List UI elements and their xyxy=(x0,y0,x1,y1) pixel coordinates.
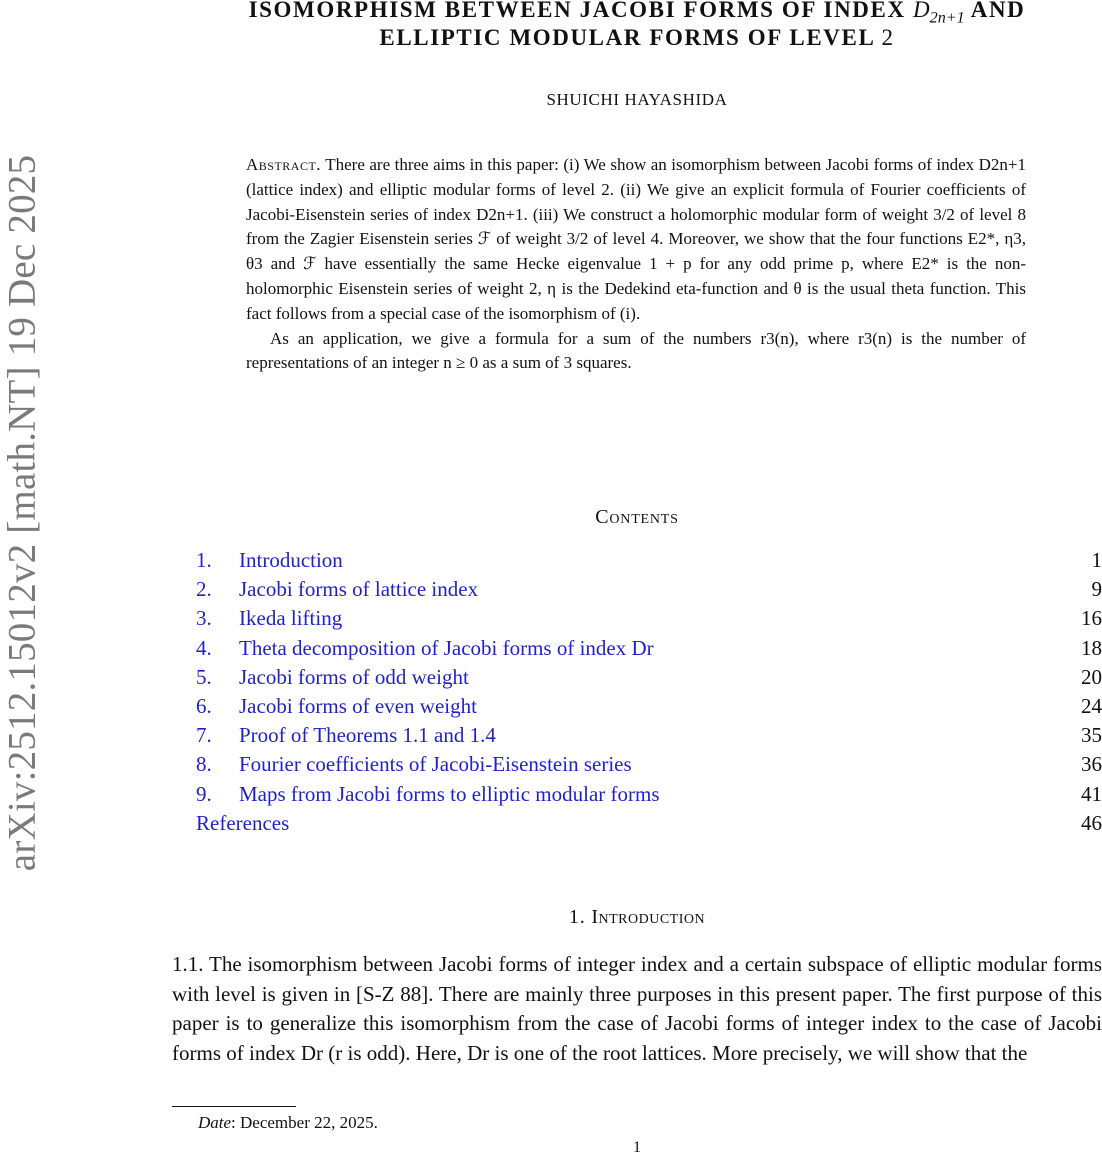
abstract-text-1: There are three aims in this paper: (i) We show an isomorphism between Jacobi forms of index D2n+1 (lattice index) and elliptic modular forms of level 2. (ii) We give an explicit formula of Fourier coefficients of Jacobi-Eisenstein series of index D2n+1. (iii) We construct a holomorphic modular form of weight 3/2 of level 8 from the Zagier Eisenstein series ℱ of weight 3/2 of level 4. Moreover, we show that the four functions E2*, η3, θ3 and ℱ have essentially the same Hecke eigenvalue 1 + p for any odd prime p, where E2* is the non-holomorphic Eisenstein series of weight 2, η is the Dedekind eta-function and θ is the usual theta function. This fact follows from a special case of the isomorphism of (i). xyxy=(246,155,1026,323)
title-line-1: ISOMORPHISM BETWEEN JACOBI FORMS OF INDEX $D_{2n+1}$ AND xyxy=(248,0,1026,27)
section-heading-introduction: 1. Introduction xyxy=(568,906,706,928)
arxiv-stamp-text: arXiv:2512.15012v2 [math.NT] 19 Dec 2025 xyxy=(0,154,44,872)
date-footnote: Date: December 22, 2025. xyxy=(198,1113,378,1132)
toc-link[interactable]: Maps from Jacobi forms to elliptic modular forms xyxy=(239,781,660,806)
toc-item-maps[interactable]: 9. Maps from Jacobi forms to elliptic modular forms 41 xyxy=(196,781,1102,806)
table-of-contents xyxy=(196,548,1102,840)
abstract xyxy=(246,153,1026,376)
toc-item-even-weight[interactable]: 6. Jacobi forms of even weight 24 xyxy=(196,693,1102,718)
abstract-paragraph-1 xyxy=(246,153,1026,327)
toc-item-theta-decomposition[interactable]: 4. Theta decomposition of Jacobi forms of index Dr 18 xyxy=(196,635,1102,660)
author-name: SHUICHI HAYASHIDA xyxy=(546,90,728,109)
abstract-label: Abstract. xyxy=(246,155,322,174)
abstract-paragraph-2: As an application, we give a formula for a sum of the numbers r3(n), where r3(n) is the number of representations of an integer n ≥ 0 as a sum of 3 squares. xyxy=(246,328,1026,373)
toc-item-references[interactable]: References 46 xyxy=(196,810,1102,835)
introduction-paragraph: 1.1. The isomorphism between Jacobi forms of integer index and a certain subspace of elliptic modular forms with level is given in [S-Z 88]. There are mainly three purposes in this present paper. The first purpose of this paper is to generalize this isomorphism from the case of Jacobi forms of integer index to the case of Jacobi forms of index Dr (r is odd). Here, Dr is one of the root lattices. More precisely, we will show that the xyxy=(172,952,1102,1065)
toc-link[interactable]: Jacobi forms of lattice index xyxy=(239,577,479,602)
toc-item-introduction[interactable]: 1. Introduction 1 xyxy=(196,548,1102,572)
page-number: 1 xyxy=(633,1139,641,1156)
toc-link[interactable]: Theta decomposition of Jacobi forms of index Dr xyxy=(239,635,654,660)
toc-item-ikeda-lifting[interactable]: 3. Ikeda lifting 16 xyxy=(196,606,1102,631)
toc-item-fourier-coefficients[interactable]: 8. Fourier coefficients of Jacobi-Eisenstein series 36 xyxy=(196,752,1102,777)
toc-link[interactable]: Introduction xyxy=(239,548,343,572)
paper-title xyxy=(172,0,1102,52)
toc-link[interactable]: Jacobi forms of odd weight xyxy=(239,664,469,689)
toc-item-proof-of-theorems[interactable]: 7. Proof of Theorems 1.1 and 1.4 35 xyxy=(196,723,1102,748)
contents-heading: Contents xyxy=(595,506,679,528)
toc-link[interactable]: Jacobi forms of even weight xyxy=(239,693,477,718)
toc-link[interactable]: References xyxy=(196,810,290,835)
toc-item-odd-weight[interactable]: 5. Jacobi forms of odd weight 20 xyxy=(196,664,1102,689)
arxiv-stamp xyxy=(2,125,42,901)
toc-link[interactable]: Fourier coefficients of Jacobi-Eisenstein series xyxy=(239,752,632,777)
toc-item-lattice-index[interactable]: 2. Jacobi forms of lattice index 9 xyxy=(196,577,1102,602)
toc-link[interactable]: Proof of Theorems 1.1 and 1.4 xyxy=(239,723,496,748)
footnote-rule xyxy=(172,1106,296,1107)
title-line-2: ELLIPTIC MODULAR FORMS OF LEVEL 2 xyxy=(379,25,895,50)
toc-link[interactable]: Ikeda lifting xyxy=(239,606,343,631)
